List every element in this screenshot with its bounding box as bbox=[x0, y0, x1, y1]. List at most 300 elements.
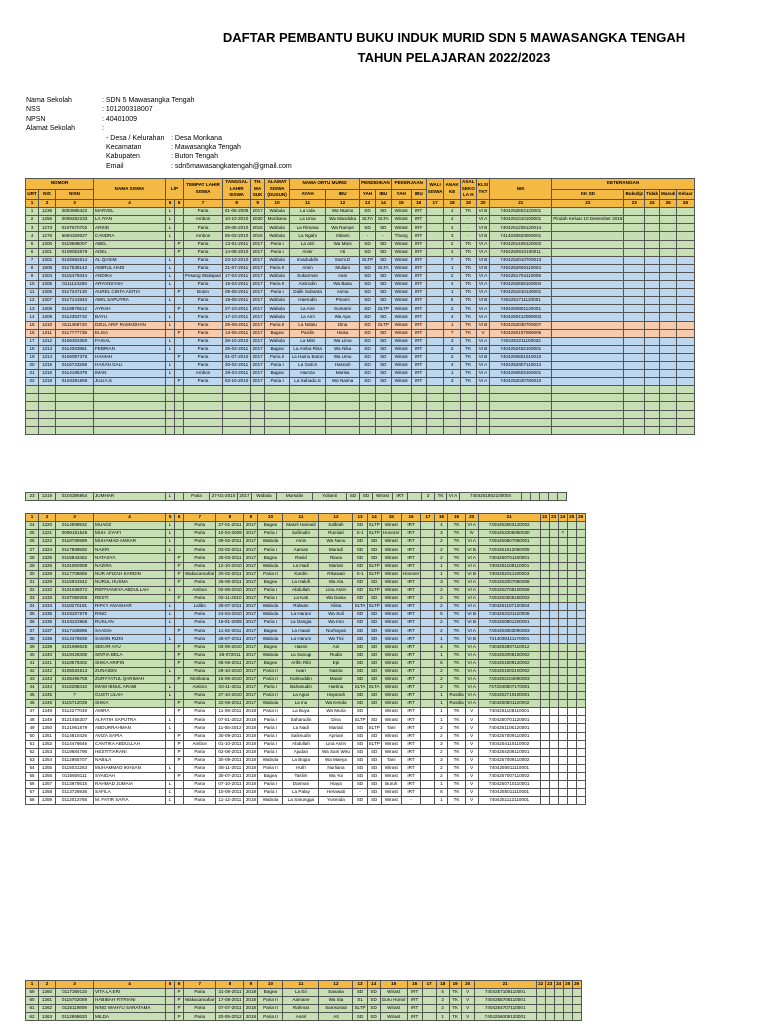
table-cell bbox=[624, 281, 645, 289]
table-cell: VI A bbox=[465, 651, 478, 659]
table-cell: P bbox=[175, 353, 184, 361]
table-cell bbox=[223, 386, 251, 394]
table-cell: Paria I bbox=[258, 716, 283, 724]
table-cell bbox=[660, 289, 677, 297]
table-cell: SD bbox=[367, 716, 381, 724]
table-cell: 2017 bbox=[251, 353, 265, 361]
table-cell bbox=[677, 329, 694, 337]
table-cell: Wa Nika bbox=[326, 345, 360, 353]
table-cell bbox=[360, 402, 376, 410]
table-cell bbox=[184, 402, 223, 410]
table-cell: 2 bbox=[435, 546, 448, 554]
table-cell: - bbox=[375, 232, 391, 240]
table-cell: 1342 bbox=[39, 667, 56, 675]
table-cell: 1301 bbox=[39, 248, 56, 256]
table-cell bbox=[426, 281, 444, 289]
column-number: 25 bbox=[567, 514, 576, 522]
table-cell: Paria bbox=[184, 667, 216, 675]
table-cell: Sanaria bbox=[319, 989, 353, 997]
table-cell: Paria bbox=[184, 764, 216, 772]
column-number: 24 bbox=[554, 981, 563, 989]
table-cell bbox=[558, 611, 567, 619]
table-cell bbox=[421, 635, 435, 643]
table-cell: IRT bbox=[401, 659, 421, 667]
table-cell: S1 bbox=[353, 997, 367, 1005]
table-cell bbox=[660, 297, 677, 305]
table-cell: 2017 bbox=[244, 643, 258, 651]
table-cell: Paria I bbox=[258, 594, 283, 602]
table-cell bbox=[166, 732, 175, 740]
table-cell: 0103207679 bbox=[56, 611, 94, 619]
table-cell bbox=[576, 586, 585, 594]
table-cell: 2017 bbox=[244, 586, 258, 594]
header-lp: L/P bbox=[166, 179, 184, 200]
table-cell bbox=[576, 554, 585, 562]
table-cell: 01-07-2010 bbox=[223, 353, 251, 361]
table-cell bbox=[567, 683, 576, 691]
table-cell: Paria II bbox=[258, 570, 283, 578]
table-cell: Wabula bbox=[265, 232, 290, 240]
column-number-row bbox=[26, 981, 582, 989]
table-cell bbox=[166, 240, 175, 248]
table-cell bbox=[645, 272, 660, 280]
header-pek-ibu: IBU bbox=[411, 189, 426, 200]
table-cell: IRT bbox=[411, 321, 426, 329]
column-number: 8 bbox=[223, 200, 251, 208]
table-cell: 25-07-2011 bbox=[216, 635, 244, 643]
table-cell: P bbox=[175, 378, 184, 386]
table-cell: 1302 bbox=[39, 256, 56, 264]
table-cell: 3 bbox=[435, 578, 448, 586]
column-number: 21 bbox=[490, 200, 552, 208]
table-cell: 01-06-2009 bbox=[223, 208, 251, 216]
table-cell: Ambon bbox=[184, 586, 216, 594]
table-cell: La Hamu Buton bbox=[290, 353, 326, 361]
table-cell: Paria II bbox=[258, 675, 283, 683]
table-cell: IRT bbox=[401, 643, 421, 651]
table-cell: SD bbox=[353, 781, 367, 789]
column-number: 11 bbox=[290, 200, 326, 208]
table-cell: Paria bbox=[184, 378, 223, 386]
table-cell bbox=[677, 264, 694, 272]
table-cell: Wa Naima bbox=[326, 378, 360, 386]
table-cell bbox=[563, 989, 572, 997]
table-cell: Muliani bbox=[326, 264, 360, 272]
table-cell: Paria bbox=[184, 756, 216, 764]
table-cell: 1 bbox=[435, 797, 448, 805]
table-cell: 2 bbox=[436, 1005, 449, 1013]
table-cell: Paria II bbox=[258, 997, 283, 1005]
table-row bbox=[26, 562, 586, 570]
table-cell: Paria I bbox=[258, 789, 283, 797]
table-cell: 1321 bbox=[39, 530, 56, 538]
table-cell bbox=[549, 708, 558, 716]
table-cell bbox=[549, 578, 558, 586]
table-cell: Wirast bbox=[380, 989, 407, 997]
table-cell: 13 bbox=[26, 305, 39, 313]
table-cell: S-1 bbox=[353, 570, 367, 578]
table-cell bbox=[677, 272, 694, 280]
table-cell: 2018 bbox=[244, 773, 258, 781]
table-cell: - bbox=[360, 232, 376, 240]
table-row bbox=[26, 345, 695, 353]
table-cell: VI B bbox=[465, 611, 478, 619]
table-cell: SD bbox=[353, 562, 367, 570]
table-cell: Aaman bbox=[283, 546, 319, 554]
table-cell: SD bbox=[367, 781, 381, 789]
table-cell bbox=[558, 797, 567, 805]
table-cell: VI A bbox=[465, 562, 478, 570]
table-cell: TK bbox=[448, 643, 465, 651]
table-cell bbox=[426, 256, 444, 264]
table-cell bbox=[421, 708, 435, 716]
table-cell: 2017 bbox=[251, 321, 265, 329]
table-cell bbox=[375, 402, 391, 410]
table-cell: 2 bbox=[435, 603, 448, 611]
table-cell: 1343 bbox=[39, 675, 56, 683]
table-cell: 27-01-2010 bbox=[210, 493, 238, 501]
header-anak-ke: ANAK KE bbox=[444, 179, 460, 200]
table-cell: 2017 bbox=[251, 337, 265, 345]
table-row bbox=[26, 708, 586, 716]
table-cell: 49 bbox=[26, 724, 39, 732]
table-cell: Thang bbox=[391, 232, 411, 240]
table-cell bbox=[645, 329, 660, 337]
table-cell: 0093985422 bbox=[56, 208, 94, 216]
table-cell bbox=[645, 378, 660, 386]
table-cell bbox=[426, 305, 444, 313]
table-cell: 7404250107080006 bbox=[490, 329, 552, 337]
table-cell: SD bbox=[360, 370, 376, 378]
village-label: - Desa / Kelurahan bbox=[106, 134, 165, 142]
table-cell: BAYU bbox=[94, 313, 166, 321]
table-cell bbox=[411, 418, 426, 426]
table-cell bbox=[554, 997, 563, 1005]
table-cell: 2017 bbox=[244, 700, 258, 708]
table-cell bbox=[660, 394, 677, 402]
table-cell: P bbox=[175, 651, 184, 659]
table-cell: Paria bbox=[184, 281, 223, 289]
table-cell bbox=[536, 989, 545, 997]
table-cell: 0121961679 bbox=[56, 724, 94, 732]
table-cell bbox=[175, 724, 184, 732]
table-cell: Paria II bbox=[258, 667, 283, 675]
table-cell bbox=[426, 289, 444, 297]
table-cell bbox=[558, 651, 567, 659]
table-cell: 2 bbox=[435, 683, 448, 691]
table-cell bbox=[558, 764, 567, 772]
table-cell: 7404252205080030 bbox=[478, 530, 540, 538]
table-cell: TK bbox=[460, 289, 476, 297]
table-cell bbox=[175, 264, 184, 272]
table-cell: Riana bbox=[319, 554, 353, 562]
table-cell: L bbox=[166, 224, 175, 232]
table-cell: 12-10-2010 bbox=[216, 562, 244, 570]
table-cell: 1332 bbox=[39, 586, 56, 594]
table-cell: 19-05-2011 bbox=[223, 297, 251, 305]
table-cell: L bbox=[166, 538, 175, 546]
table-cell: IRT bbox=[411, 345, 426, 353]
table-cell bbox=[476, 410, 489, 418]
table-cell: 2017 bbox=[244, 594, 258, 602]
table-cell: JULIA,S bbox=[94, 378, 166, 386]
table-cell: 7404252603120002 bbox=[478, 522, 540, 530]
table-cell: 3 bbox=[26, 224, 39, 232]
table-cell: SD bbox=[353, 692, 367, 700]
table-row bbox=[26, 578, 586, 586]
table-cell bbox=[166, 627, 175, 635]
table-cell: 3 bbox=[435, 530, 448, 538]
student-table-row-23 bbox=[25, 492, 567, 501]
table-cell: 2018 bbox=[244, 708, 258, 716]
table-cell: IRT bbox=[407, 989, 422, 997]
table-cell: 0111124269 bbox=[56, 281, 94, 289]
table-cell: 28-03-2011 bbox=[223, 370, 251, 378]
table-cell: L bbox=[166, 321, 175, 329]
table-cell: 1 bbox=[444, 321, 460, 329]
table-cell: 2017 bbox=[244, 603, 258, 611]
table-cell: 2 bbox=[435, 627, 448, 635]
table-cell bbox=[421, 773, 435, 781]
table-cell bbox=[444, 402, 460, 410]
table-cell bbox=[326, 410, 360, 418]
table-cell: TK bbox=[448, 635, 465, 643]
table-cell: P bbox=[175, 989, 184, 997]
table-cell: Wirast bbox=[381, 732, 401, 740]
table-cell bbox=[411, 426, 426, 434]
table-cell: SD bbox=[367, 692, 381, 700]
table-row bbox=[26, 635, 586, 643]
table-cell: TK bbox=[460, 337, 476, 345]
table-cell: 23-10-2010 bbox=[223, 256, 251, 264]
table-cell bbox=[391, 394, 411, 402]
table-cell: 30-09-2011 bbox=[216, 756, 244, 764]
table-cell bbox=[567, 667, 576, 675]
table-cell bbox=[677, 378, 694, 386]
table-cell bbox=[460, 394, 476, 402]
table-cell: Paria bbox=[184, 651, 216, 659]
table-cell: AL QASIM bbox=[94, 256, 166, 264]
table-cell: VI A bbox=[476, 216, 489, 224]
table-cell bbox=[166, 708, 175, 716]
table-cell: 1309 bbox=[39, 313, 56, 321]
table-cell bbox=[552, 321, 624, 329]
table-cell bbox=[421, 594, 435, 602]
header-kls-tkt: KLS/ TKT bbox=[476, 179, 489, 200]
table-cell bbox=[660, 305, 677, 313]
table-cell: 0102662614 bbox=[56, 256, 94, 264]
table-cell: La Hadi bbox=[283, 562, 319, 570]
table-cell: 1341 bbox=[39, 659, 56, 667]
table-cell bbox=[444, 410, 460, 418]
table-cell: 30-09-2011 bbox=[216, 732, 244, 740]
table-cell: Haerudin bbox=[290, 297, 326, 305]
table-cell: TK bbox=[448, 740, 465, 748]
table-cell bbox=[552, 208, 624, 216]
table-cell: Rikawati bbox=[319, 570, 353, 578]
table-cell: 1335 bbox=[39, 611, 56, 619]
table-cell: 1319 bbox=[39, 493, 56, 501]
table-cell: SD bbox=[353, 756, 367, 764]
column-number: 22 bbox=[536, 981, 545, 989]
table-cell: TK bbox=[448, 683, 465, 691]
table-cell: Paria bbox=[184, 240, 223, 248]
table-cell: IRT bbox=[401, 764, 421, 772]
table-cell: SD bbox=[367, 989, 380, 997]
table-cell: Imaduddin bbox=[290, 256, 326, 264]
table-cell: Bagea bbox=[258, 522, 283, 530]
table-cell bbox=[360, 426, 376, 434]
table-cell: Rusdia bbox=[448, 700, 465, 708]
table-cell: La Sanugi bbox=[283, 651, 319, 659]
table-cell bbox=[552, 410, 624, 418]
table-cell: Paria bbox=[184, 708, 216, 716]
table-cell: Paria bbox=[184, 305, 223, 313]
table-row bbox=[26, 675, 586, 683]
table-cell: V bbox=[465, 732, 478, 740]
table-cell: Paria bbox=[184, 692, 216, 700]
table-cell: Lalibo bbox=[184, 603, 216, 611]
table-cell bbox=[490, 402, 552, 410]
table-cell: Paria II bbox=[258, 692, 283, 700]
table-cell: Dina bbox=[319, 716, 353, 724]
npsn-value: : 40401009 bbox=[102, 115, 138, 123]
table-cell bbox=[567, 724, 576, 732]
column-number: 24 bbox=[558, 514, 567, 522]
table-cell bbox=[540, 627, 549, 635]
table-cell: Paria II bbox=[258, 1013, 283, 1021]
table-cell bbox=[552, 305, 624, 313]
table-cell: SLTP bbox=[353, 1005, 367, 1013]
table-cell: SD bbox=[353, 989, 367, 997]
table-cell: Wirast bbox=[381, 764, 401, 772]
table-cell bbox=[426, 224, 444, 232]
table-cell: SD bbox=[353, 643, 367, 651]
table-row bbox=[26, 281, 695, 289]
table-cell: V bbox=[461, 1013, 474, 1021]
table-cell bbox=[421, 530, 435, 538]
table-cell: 2017 bbox=[251, 256, 265, 264]
table-cell bbox=[549, 700, 558, 708]
table-cell: TK bbox=[448, 594, 465, 602]
table-cell: 25-03-2011 bbox=[216, 554, 244, 562]
table-cell: L bbox=[166, 208, 175, 216]
table-cell bbox=[426, 232, 444, 240]
table-cell: 1236 bbox=[39, 208, 56, 216]
table-cell: 7404252807110013 bbox=[490, 361, 552, 369]
table-cell bbox=[624, 313, 645, 321]
table-cell: Paria II bbox=[265, 264, 290, 272]
column-number: 5 bbox=[166, 981, 175, 989]
table-cell: Wabula bbox=[258, 635, 283, 643]
table-cell bbox=[549, 554, 558, 562]
table-cell: Wa Sani Wiru bbox=[319, 748, 353, 756]
table-cell: IRT bbox=[401, 732, 421, 740]
table-cell: 1 bbox=[435, 635, 448, 643]
header-sub-masuk: Masuk bbox=[660, 189, 677, 200]
table-cell: TK bbox=[460, 345, 476, 353]
table-cell bbox=[567, 748, 576, 756]
table-cell: La Uda bbox=[290, 208, 326, 216]
table-cell: 11-05-2012 bbox=[216, 724, 244, 732]
table-cell bbox=[175, 224, 184, 232]
table-cell bbox=[175, 281, 184, 289]
table-cell bbox=[175, 546, 184, 554]
table-cell bbox=[552, 426, 624, 434]
table-cell: P bbox=[175, 562, 184, 570]
table-cell: AMIRA bbox=[94, 708, 166, 716]
table-cell: Aani bbox=[326, 272, 360, 280]
column-number: 21 bbox=[478, 514, 540, 522]
table-cell bbox=[660, 353, 677, 361]
table-row bbox=[26, 1005, 582, 1013]
table-cell: 31-08-2011 bbox=[216, 989, 244, 997]
district-value: : Mawasangka Tengah bbox=[171, 144, 241, 152]
table-cell: L bbox=[166, 297, 175, 305]
table-cell bbox=[265, 418, 290, 426]
table-cell: 0114478646 bbox=[56, 740, 94, 748]
table-cell: L bbox=[166, 281, 175, 289]
table-cell: Alisia bbox=[319, 603, 353, 611]
table-cell: Paria I bbox=[258, 530, 283, 538]
table-cell: 0114195379 bbox=[56, 370, 94, 378]
table-cell: VI A bbox=[476, 313, 489, 321]
table-cell bbox=[326, 418, 360, 426]
table-cell bbox=[677, 313, 694, 321]
table-cell bbox=[576, 700, 585, 708]
table-cell bbox=[175, 667, 184, 675]
table-cell: Wabula bbox=[258, 651, 283, 659]
table-cell: 7 bbox=[444, 256, 460, 264]
empty-row bbox=[26, 386, 695, 394]
table-cell: 2017 bbox=[244, 627, 258, 635]
table-cell: La Haruni bbox=[283, 635, 319, 643]
table-cell bbox=[421, 764, 435, 772]
table-cell: 55 bbox=[26, 773, 39, 781]
table-row bbox=[26, 313, 695, 321]
table-cell: Pinami bbox=[326, 297, 360, 305]
table-cell bbox=[360, 386, 376, 394]
column-number: 3 bbox=[56, 981, 94, 989]
table-cell: Salimudin bbox=[283, 732, 319, 740]
table-cell: REFFIANSYA ABDULLAH bbox=[94, 586, 166, 594]
table-cell: IRT bbox=[401, 756, 421, 764]
table-cell: 2018 bbox=[244, 1005, 258, 1013]
table-cell: 1313 bbox=[39, 345, 56, 353]
table-cell: L bbox=[166, 546, 175, 554]
table-cell: IRT bbox=[401, 619, 421, 627]
table-cell bbox=[576, 675, 585, 683]
table-cell: 7404250601120002 bbox=[478, 700, 540, 708]
table-cell: IRT bbox=[411, 240, 426, 248]
table-cell: SD bbox=[375, 240, 391, 248]
table-cell bbox=[421, 716, 435, 724]
table-cell bbox=[624, 321, 645, 329]
table-cell: VI A bbox=[476, 305, 489, 313]
table-cell bbox=[549, 716, 558, 724]
table-cell: IRT bbox=[411, 272, 426, 280]
table-row bbox=[26, 305, 695, 313]
table-cell: SD bbox=[353, 708, 367, 716]
table-cell bbox=[26, 410, 39, 418]
table-cell: P bbox=[175, 594, 184, 602]
table-cell: 48 bbox=[26, 716, 39, 724]
table-cell bbox=[166, 305, 175, 313]
table-cell: 7404251105120001 bbox=[478, 724, 540, 732]
table-cell bbox=[576, 797, 585, 805]
table-cell: Ati bbox=[319, 1013, 353, 1021]
table-cell bbox=[677, 361, 694, 369]
